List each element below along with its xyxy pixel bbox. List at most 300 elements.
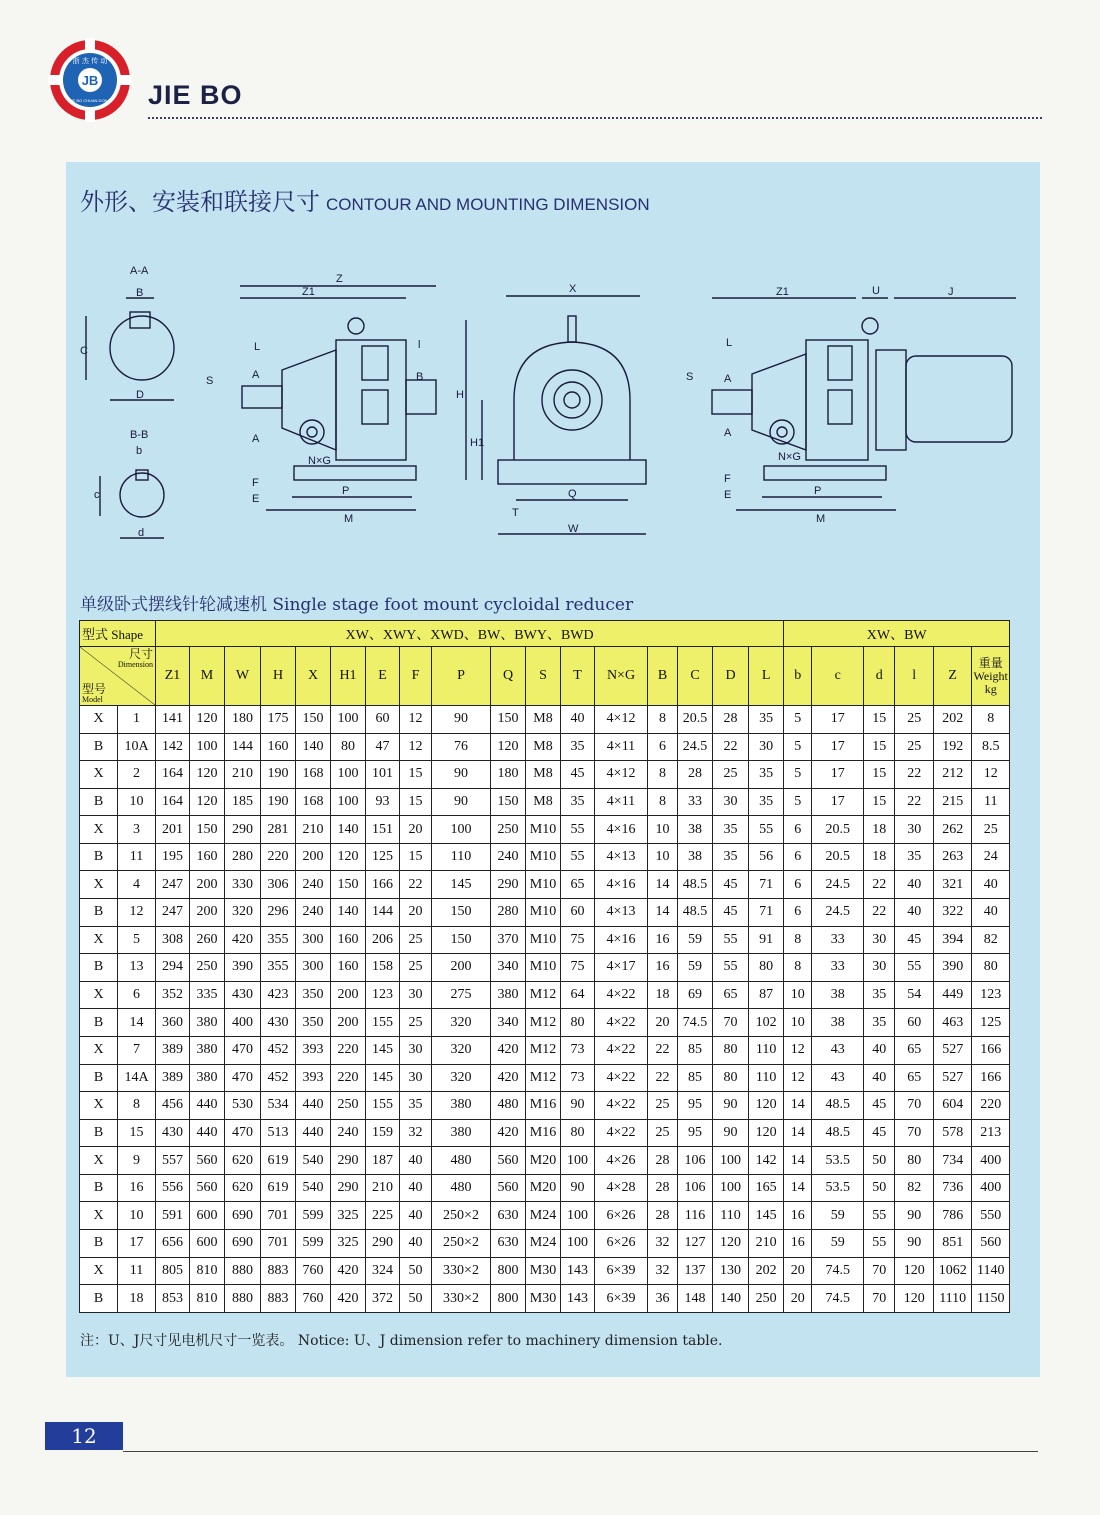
table-row xyxy=(80,788,1010,816)
value-cell: 55 xyxy=(864,1202,895,1230)
value-cell: 320 xyxy=(432,1036,491,1064)
shape-cell: X xyxy=(80,816,118,844)
value-cell: 591 xyxy=(156,1202,190,1230)
value-cell: 35 xyxy=(561,733,595,761)
value-cell: 736 xyxy=(934,1174,972,1202)
value-cell: 420 xyxy=(331,1257,366,1285)
column-header: b xyxy=(784,647,812,706)
dimension-model-header xyxy=(80,647,156,706)
value-cell: 28 xyxy=(648,1202,678,1230)
value-cell: 35 xyxy=(864,981,895,1009)
value-cell: M10 xyxy=(526,871,561,899)
weight-header xyxy=(972,647,1010,706)
value-cell: 200 xyxy=(190,899,225,927)
value-cell: 12 xyxy=(784,1036,812,1064)
value-cell: 480 xyxy=(432,1174,491,1202)
value-cell: 110 xyxy=(713,1202,749,1230)
value-cell: M8 xyxy=(526,761,561,789)
value-cell: 25 xyxy=(895,733,934,761)
label-w: W xyxy=(568,523,579,535)
value-cell: 560 xyxy=(190,1147,225,1175)
shape-cell: B xyxy=(80,1064,118,1092)
value-cell: 150 xyxy=(296,706,331,734)
value-cell: 290 xyxy=(331,1147,366,1175)
value-cell: 16 xyxy=(648,926,678,954)
value-cell: 15 xyxy=(400,843,432,871)
value-cell: 400 xyxy=(972,1174,1010,1202)
column-header: F xyxy=(400,647,432,706)
value-cell: 100 xyxy=(561,1202,595,1230)
value-cell: 45 xyxy=(895,926,934,954)
value-cell: 550 xyxy=(972,1202,1010,1230)
value-cell: 200 xyxy=(190,871,225,899)
value-cell: 4×16 xyxy=(595,926,648,954)
value-cell: 43 xyxy=(812,1036,864,1064)
value-cell: 202 xyxy=(749,1257,784,1285)
value-cell: 247 xyxy=(156,899,190,927)
value-cell: 130 xyxy=(713,1257,749,1285)
value-cell: 240 xyxy=(296,871,331,899)
column-header: H1 xyxy=(331,647,366,706)
value-cell: 557 xyxy=(156,1147,190,1175)
model-cell: 5 xyxy=(118,926,156,954)
value-cell: 306 xyxy=(261,871,296,899)
value-cell: 166 xyxy=(972,1064,1010,1092)
value-cell: 120 xyxy=(895,1257,934,1285)
value-cell: 145 xyxy=(366,1064,400,1092)
value-cell: 22 xyxy=(895,761,934,789)
value-cell: 20 xyxy=(400,899,432,927)
label-e-side: E xyxy=(252,493,260,505)
value-cell: 38 xyxy=(812,1009,864,1037)
shape-cell: X xyxy=(80,1257,118,1285)
value-cell: 20.5 xyxy=(678,706,713,734)
value-cell: 599 xyxy=(296,1202,331,1230)
value-cell: 11 xyxy=(972,788,1010,816)
value-cell: 250×2 xyxy=(432,1229,491,1257)
model-cell: 15 xyxy=(118,1119,156,1147)
table-row xyxy=(80,1092,1010,1120)
table-title: 单级卧式摆线针轮减速机 Single stage foot mount cycloidal reducer xyxy=(80,595,634,615)
shape-cell: B xyxy=(80,954,118,982)
value-cell: M10 xyxy=(526,926,561,954)
value-cell: 40 xyxy=(895,899,934,927)
column-header: D xyxy=(713,647,749,706)
value-cell: 120 xyxy=(190,761,225,789)
model-cell: 10 xyxy=(118,788,156,816)
label-c-upper: C xyxy=(80,345,88,357)
value-cell: 4×22 xyxy=(595,1036,648,1064)
value-cell: 32 xyxy=(400,1119,432,1147)
table-row xyxy=(80,1174,1010,1202)
value-cell: 65 xyxy=(895,1064,934,1092)
value-cell: 45 xyxy=(713,899,749,927)
value-cell: 59 xyxy=(812,1229,864,1257)
value-cell: 192 xyxy=(934,733,972,761)
value-cell: 8 xyxy=(648,706,678,734)
value-cell: 70 xyxy=(864,1285,895,1313)
value-cell: 452 xyxy=(261,1064,296,1092)
shape-cell: X xyxy=(80,761,118,789)
value-cell: 16 xyxy=(648,954,678,982)
model-cell: 3 xyxy=(118,816,156,844)
value-cell: 106 xyxy=(678,1147,713,1175)
value-cell: 260 xyxy=(190,926,225,954)
value-cell: 55 xyxy=(713,954,749,982)
value-cell: M12 xyxy=(526,1009,561,1037)
value-cell: 10 xyxy=(648,816,678,844)
table-row xyxy=(80,1036,1010,1064)
value-cell: 400 xyxy=(225,1009,261,1037)
value-cell: M10 xyxy=(526,843,561,871)
value-cell: 38 xyxy=(678,816,713,844)
side-view-motor xyxy=(686,285,1016,525)
value-cell: 8 xyxy=(648,761,678,789)
column-header: W xyxy=(225,647,261,706)
value-cell: 393 xyxy=(296,1036,331,1064)
value-cell: 80 xyxy=(895,1147,934,1175)
label-b-side: B xyxy=(416,371,424,383)
value-cell: 389 xyxy=(156,1064,190,1092)
brand-name: JIE BO xyxy=(148,80,243,110)
value-cell: 420 xyxy=(491,1119,526,1147)
value-cell: 599 xyxy=(296,1229,331,1257)
column-header: S xyxy=(526,647,561,706)
value-cell: 151 xyxy=(366,816,400,844)
value-cell: 620 xyxy=(225,1174,261,1202)
value-cell: 45 xyxy=(561,761,595,789)
value-cell: 45 xyxy=(713,871,749,899)
value-cell: 420 xyxy=(225,926,261,954)
value-cell: 48.5 xyxy=(678,871,713,899)
value-cell: 800 xyxy=(491,1257,526,1285)
value-cell: 4×16 xyxy=(595,816,648,844)
value-cell: 8 xyxy=(784,954,812,982)
header-divider xyxy=(148,117,1042,119)
value-cell: 15 xyxy=(864,761,895,789)
value-cell: 4×28 xyxy=(595,1174,648,1202)
value-cell: 6×26 xyxy=(595,1229,648,1257)
value-cell: 80 xyxy=(331,733,366,761)
value-cell: M30 xyxy=(526,1257,561,1285)
value-cell: 141 xyxy=(156,706,190,734)
value-cell: 35 xyxy=(713,816,749,844)
label-f-motor: F xyxy=(724,473,731,485)
value-cell: 370 xyxy=(491,926,526,954)
value-cell: 8 xyxy=(648,788,678,816)
value-cell: 8 xyxy=(784,926,812,954)
value-cell: 10 xyxy=(648,843,678,871)
shape-header: 型式 Shape xyxy=(80,621,156,647)
jiebo-logo xyxy=(48,38,132,122)
value-cell: 20 xyxy=(648,1009,678,1037)
model-cell: 18 xyxy=(118,1285,156,1313)
dimension-en: Dimension xyxy=(117,660,153,669)
model-cell: 10 xyxy=(118,1202,156,1230)
value-cell: 5 xyxy=(784,761,812,789)
value-cell: 45 xyxy=(864,1119,895,1147)
label-m-motor: M xyxy=(816,513,826,525)
value-cell: 14 xyxy=(784,1174,812,1202)
value-cell: 74.5 xyxy=(812,1285,864,1313)
value-cell: 101 xyxy=(366,761,400,789)
value-cell: 4×16 xyxy=(595,871,648,899)
value-cell: 4×12 xyxy=(595,706,648,734)
value-cell: 320 xyxy=(432,1009,491,1037)
logo-ring-text: 浙 杰 传 动 xyxy=(72,57,108,65)
value-cell: 65 xyxy=(713,981,749,1009)
value-cell: 4×17 xyxy=(595,954,648,982)
value-cell: M12 xyxy=(526,1064,561,1092)
value-cell: 165 xyxy=(749,1174,784,1202)
value-cell: 24.5 xyxy=(812,871,864,899)
value-cell: 540 xyxy=(296,1147,331,1175)
value-cell: 70 xyxy=(895,1092,934,1120)
value-cell: 30 xyxy=(400,981,432,1009)
label-d-upper: D xyxy=(136,389,144,401)
value-cell: 150 xyxy=(432,926,491,954)
value-cell: 430 xyxy=(225,981,261,1009)
value-cell: 22 xyxy=(648,1064,678,1092)
value-cell: 168 xyxy=(296,788,331,816)
table-row xyxy=(80,706,1010,734)
value-cell: 281 xyxy=(261,816,296,844)
column-header: d xyxy=(864,647,895,706)
value-cell: 220 xyxy=(261,843,296,871)
label-f-side: F xyxy=(252,477,259,489)
value-cell: 540 xyxy=(296,1174,331,1202)
value-cell: 247 xyxy=(156,871,190,899)
shape-cell: X xyxy=(80,1147,118,1175)
shape-cell: X xyxy=(80,926,118,954)
model-cell: 6 xyxy=(118,981,156,1009)
value-cell: 54 xyxy=(895,981,934,1009)
value-cell: 25 xyxy=(648,1119,678,1147)
value-cell: 324 xyxy=(366,1257,400,1285)
value-cell: 14 xyxy=(648,899,678,927)
value-cell: 140 xyxy=(331,899,366,927)
column-header: P xyxy=(432,647,491,706)
value-cell: 175 xyxy=(261,706,296,734)
value-cell: 76 xyxy=(432,733,491,761)
value-cell: 120 xyxy=(190,706,225,734)
column-header: Z1 xyxy=(156,647,190,706)
value-cell: 25 xyxy=(400,1009,432,1037)
value-cell: 4×26 xyxy=(595,1147,648,1175)
value-cell: 32 xyxy=(648,1257,678,1285)
value-cell: 158 xyxy=(366,954,400,982)
value-cell: 8 xyxy=(972,706,1010,734)
value-cell: 166 xyxy=(366,871,400,899)
section-bb xyxy=(94,429,164,539)
label-u: U xyxy=(872,285,880,297)
value-cell: M24 xyxy=(526,1202,561,1230)
value-cell: 6 xyxy=(784,871,812,899)
value-cell: 210 xyxy=(749,1229,784,1257)
value-cell: 40 xyxy=(972,899,1010,927)
model-cell: 10A xyxy=(118,733,156,761)
shape-cell: B xyxy=(80,733,118,761)
value-cell: 91 xyxy=(749,926,784,954)
value-cell: 150 xyxy=(491,706,526,734)
value-cell: 164 xyxy=(156,788,190,816)
table-row xyxy=(80,1202,1010,1230)
value-cell: 296 xyxy=(261,899,296,927)
value-cell: 280 xyxy=(491,899,526,927)
value-cell: 340 xyxy=(491,954,526,982)
table-row xyxy=(80,816,1010,844)
value-cell: 48.5 xyxy=(812,1092,864,1120)
value-cell: 90 xyxy=(713,1119,749,1147)
model-en: Model xyxy=(82,695,103,704)
value-cell: 280 xyxy=(225,843,261,871)
value-cell: 12 xyxy=(400,733,432,761)
value-cell: 140 xyxy=(296,733,331,761)
section-title xyxy=(80,182,650,217)
value-cell: 48.5 xyxy=(678,899,713,927)
value-cell: M30 xyxy=(526,1285,561,1313)
value-cell: 75 xyxy=(561,926,595,954)
value-cell: 90 xyxy=(895,1202,934,1230)
value-cell: 15 xyxy=(400,788,432,816)
value-cell: 40 xyxy=(400,1147,432,1175)
value-cell: 320 xyxy=(225,899,261,927)
value-cell: 25 xyxy=(713,761,749,789)
value-cell: 480 xyxy=(491,1092,526,1120)
value-cell: 560 xyxy=(491,1147,526,1175)
value-cell: 355 xyxy=(261,926,296,954)
value-cell: M16 xyxy=(526,1092,561,1120)
table-row xyxy=(80,843,1010,871)
value-cell: 159 xyxy=(366,1119,400,1147)
value-cell: 150 xyxy=(491,788,526,816)
value-cell: 90 xyxy=(713,1092,749,1120)
value-cell: 145 xyxy=(432,871,491,899)
value-cell: M16 xyxy=(526,1119,561,1147)
column-header: T xyxy=(561,647,595,706)
value-cell: 145 xyxy=(749,1202,784,1230)
value-cell: 423 xyxy=(261,981,296,1009)
value-cell: 75 xyxy=(561,954,595,982)
value-cell: 40 xyxy=(400,1174,432,1202)
shape-cell: X xyxy=(80,706,118,734)
value-cell: 430 xyxy=(261,1009,296,1037)
value-cell: 300 xyxy=(296,926,331,954)
logo-sub-text: JIE BO CHUAN DONG xyxy=(69,98,111,103)
value-cell: 17 xyxy=(812,706,864,734)
value-cell: 40 xyxy=(561,706,595,734)
value-cell: 16 xyxy=(784,1202,812,1230)
value-cell: 166 xyxy=(972,1036,1010,1064)
value-cell: 123 xyxy=(366,981,400,1009)
value-cell: 200 xyxy=(331,981,366,1009)
model-cn: 型号 xyxy=(82,682,107,696)
dimension-cn: 尺寸 xyxy=(128,647,153,661)
value-cell: 35 xyxy=(749,761,784,789)
value-cell: 578 xyxy=(934,1119,972,1147)
value-cell: 883 xyxy=(261,1257,296,1285)
value-cell: 513 xyxy=(261,1119,296,1147)
table-row xyxy=(80,733,1010,761)
value-cell: 40 xyxy=(895,871,934,899)
column-header: H xyxy=(261,647,296,706)
value-cell: 560 xyxy=(190,1174,225,1202)
value-cell: 262 xyxy=(934,816,972,844)
value-cell: 5 xyxy=(784,733,812,761)
value-cell: 240 xyxy=(491,843,526,871)
value-cell: 534 xyxy=(261,1092,296,1120)
model-cell: 11 xyxy=(118,1257,156,1285)
value-cell: 420 xyxy=(491,1064,526,1092)
value-cell: 760 xyxy=(296,1285,331,1313)
value-cell: 380 xyxy=(491,981,526,1009)
value-cell: 701 xyxy=(261,1202,296,1230)
dimension-drawings xyxy=(66,250,1040,550)
value-cell: M12 xyxy=(526,981,561,1009)
model-cell: 11 xyxy=(118,843,156,871)
value-cell: M10 xyxy=(526,899,561,927)
value-cell: 90 xyxy=(561,1092,595,1120)
model-cell: 12 xyxy=(118,899,156,927)
value-cell: 225 xyxy=(366,1202,400,1230)
label-h: H xyxy=(456,389,464,401)
value-cell: 250 xyxy=(491,816,526,844)
value-cell: 90 xyxy=(895,1229,934,1257)
value-cell: 190 xyxy=(261,761,296,789)
table-row xyxy=(80,1147,1010,1175)
label-z: Z xyxy=(336,273,343,285)
value-cell: 600 xyxy=(190,1202,225,1230)
value-cell: 321 xyxy=(934,871,972,899)
value-cell: 360 xyxy=(156,1009,190,1037)
value-cell: 160 xyxy=(331,954,366,982)
value-cell: 30 xyxy=(400,1036,432,1064)
value-cell: 4×22 xyxy=(595,1119,648,1147)
value-cell: 390 xyxy=(225,954,261,982)
value-cell: 325 xyxy=(331,1202,366,1230)
model-cell: 16 xyxy=(118,1174,156,1202)
table-row xyxy=(80,981,1010,1009)
value-cell: 308 xyxy=(156,926,190,954)
value-cell: 527 xyxy=(934,1064,972,1092)
label-x: X xyxy=(569,283,577,295)
label-m-side: M xyxy=(344,513,354,525)
table-row xyxy=(80,926,1010,954)
value-cell: 17 xyxy=(812,733,864,761)
value-cell: 4×13 xyxy=(595,843,648,871)
value-cell: 95 xyxy=(678,1092,713,1120)
value-cell: 60 xyxy=(561,899,595,927)
value-cell: 45 xyxy=(864,1092,895,1120)
value-cell: 206 xyxy=(366,926,400,954)
value-cell: 195 xyxy=(156,843,190,871)
value-cell: 4×11 xyxy=(595,788,648,816)
model-cell: 9 xyxy=(118,1147,156,1175)
value-cell: 394 xyxy=(934,926,972,954)
value-cell: 330 xyxy=(225,871,261,899)
value-cell: 210 xyxy=(296,816,331,844)
value-cell: 110 xyxy=(749,1036,784,1064)
value-cell: 100 xyxy=(561,1147,595,1175)
value-cell: 33 xyxy=(812,926,864,954)
value-cell: 59 xyxy=(678,926,713,954)
table-row xyxy=(80,1229,1010,1257)
value-cell: 50 xyxy=(400,1257,432,1285)
weight-cn: 重量 xyxy=(978,655,1003,670)
value-cell: 120 xyxy=(491,733,526,761)
value-cell: M8 xyxy=(526,733,561,761)
value-cell: 35 xyxy=(864,1009,895,1037)
